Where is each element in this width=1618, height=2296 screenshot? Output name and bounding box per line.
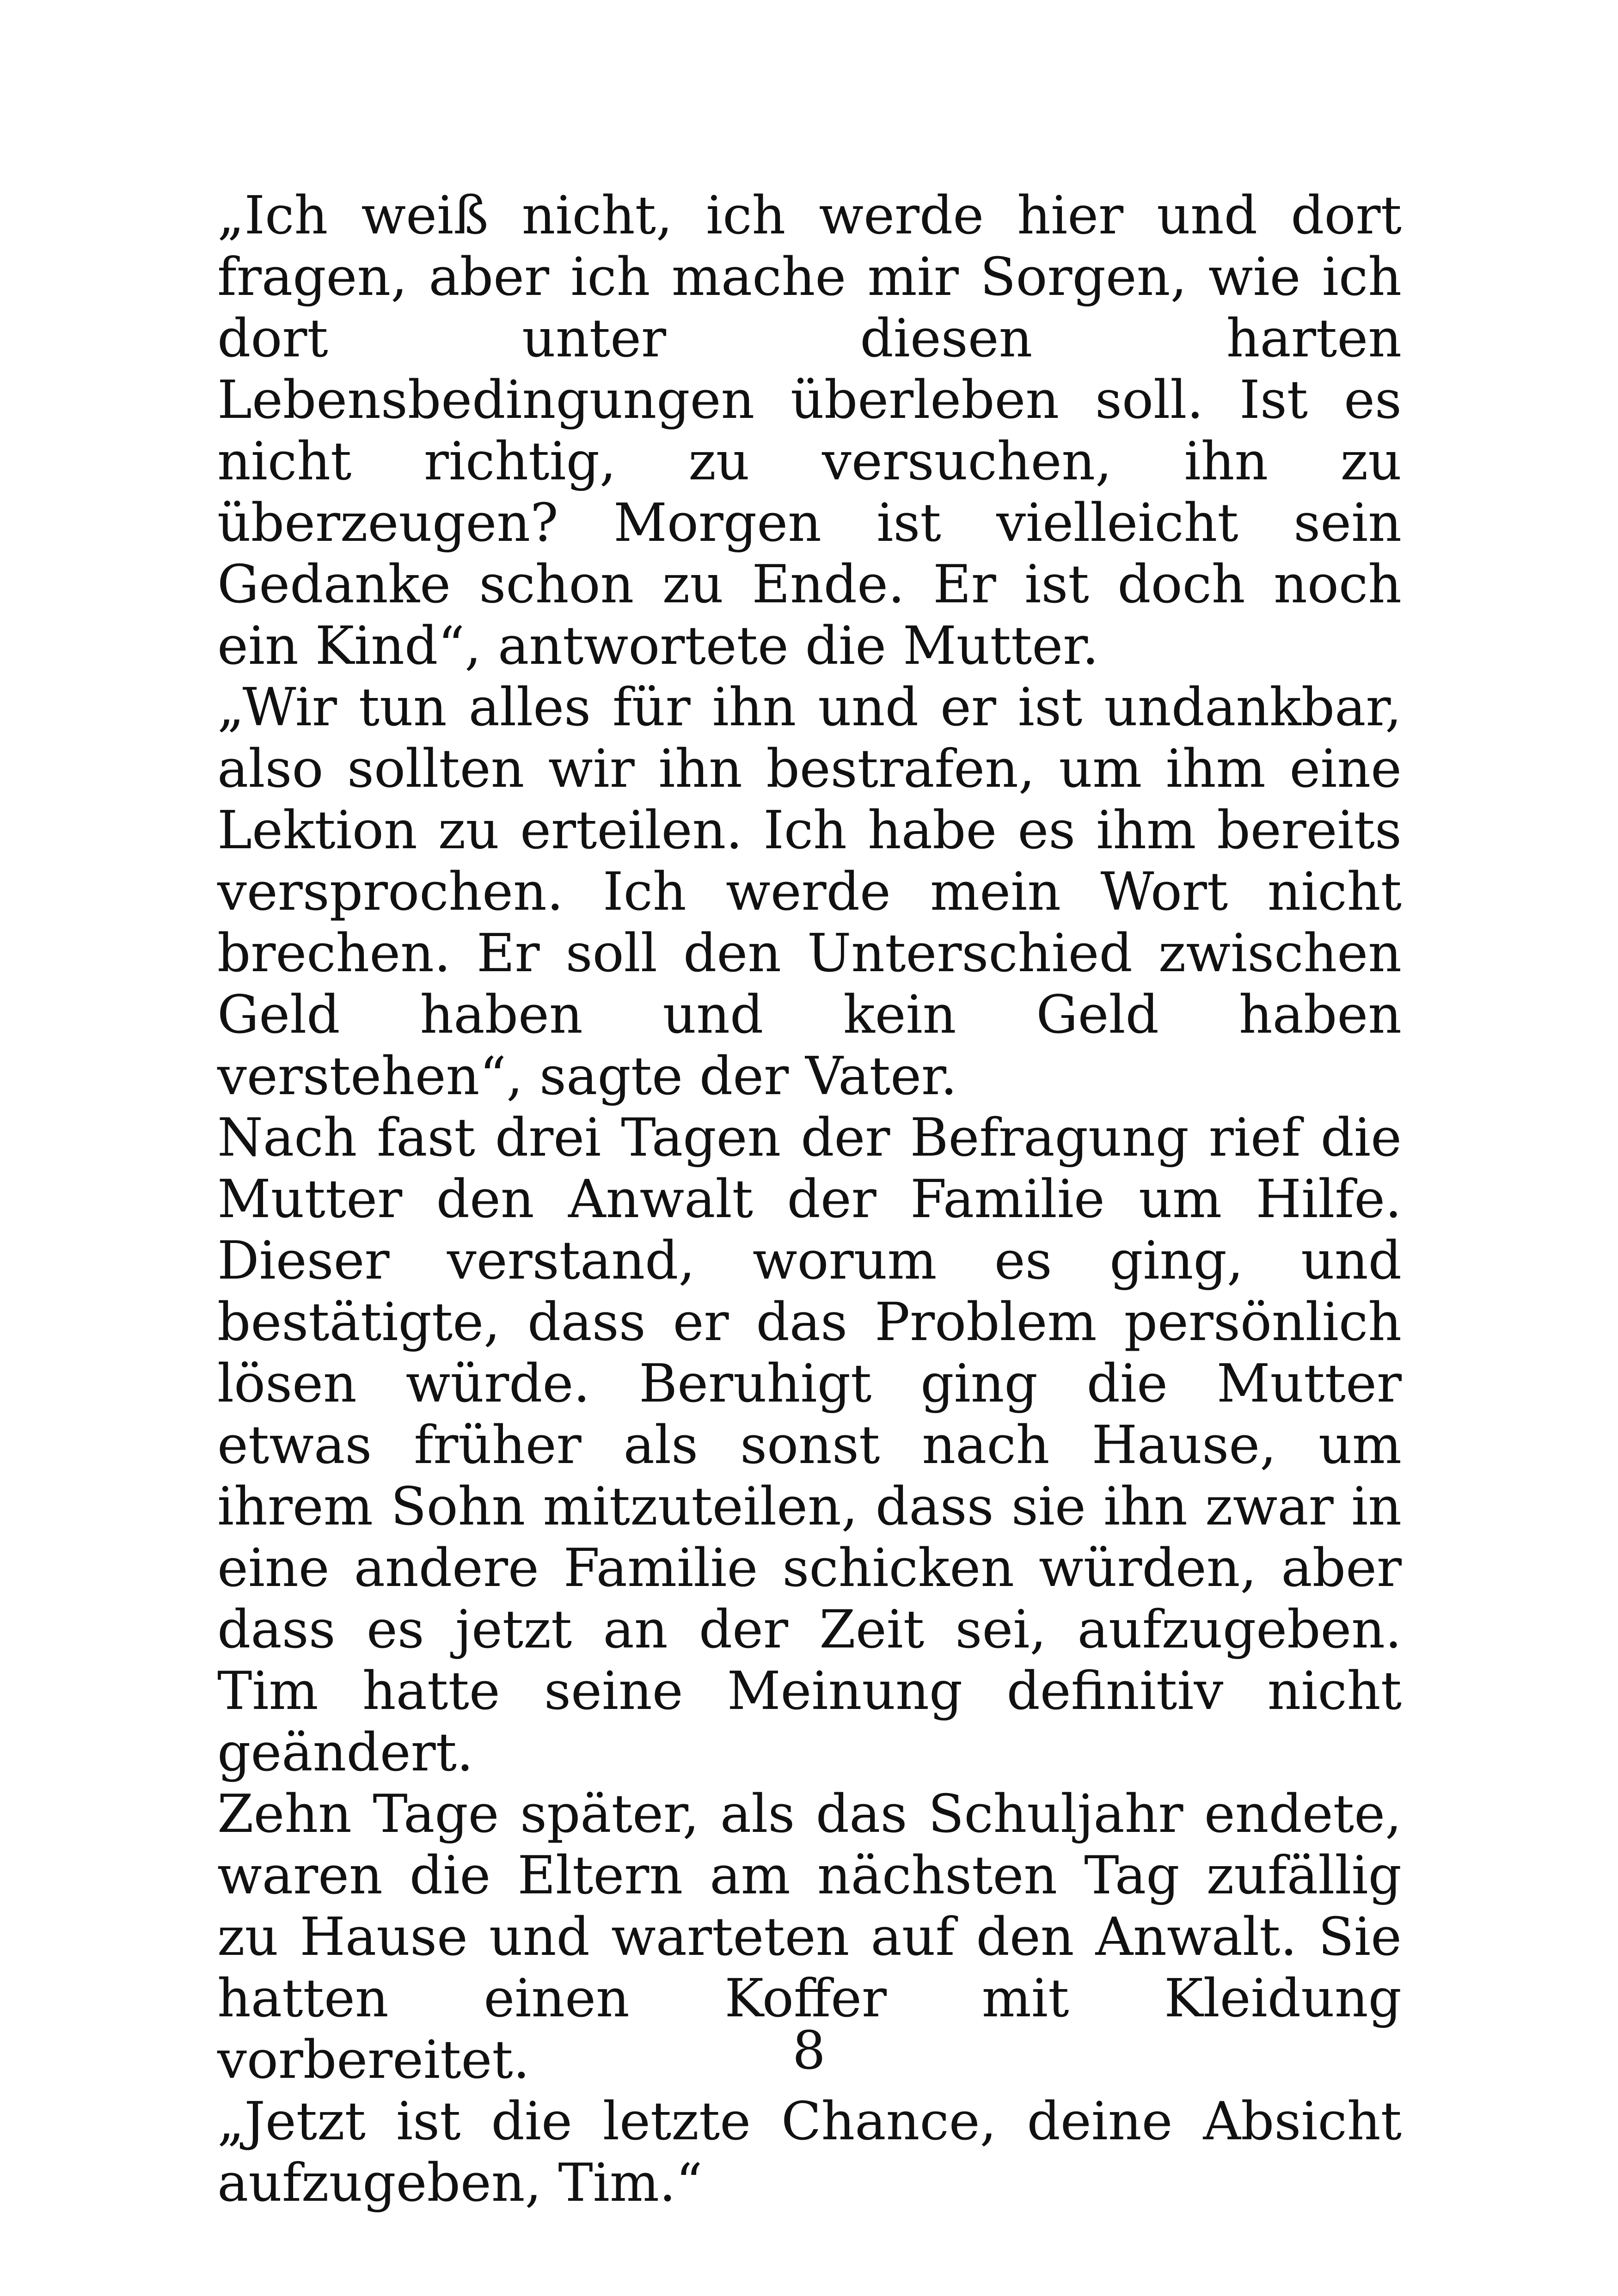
paragraph-last-chance: „Jetzt ist die letzte Chance, deine Absicht aufzugeben, Tim.“ — [217, 2091, 1402, 2213]
paragraph-mother-reply: „Ich weiß nicht, ich werde hier und dort fragen, aber ich mache mir Sorgen, wie ich dort unter diesen harten Lebensbedingungen überleben soll. Ist es nicht richtig, zu versuchen, ihn zu überzeugen? Morgen ist vielleicht sein Gedanke schon zu Ende. Er ist doch noch ein Kind“, antwortete die Mutter. — [217, 185, 1402, 676]
paragraph-lawyer: Nach fast drei Tagen der Befragung rief die Mutter den Anwalt der Familie um Hilfe. Dieser verstand, worum es ging, und bestätigte, dass er das Problem persönlich lösen würde. Beruhigt ging die Mutter etwas früher als sonst nach Hause, um ihrem Sohn mitzuteilen, dass sie ihn zwar in eine andere Familie schicken würden, aber dass es jetzt an der Zeit sei, aufzugeben. Tim hatte seine Meinung definitiv nicht geändert. — [217, 1107, 1402, 1783]
paragraph-ten-days-later: Zehn Tage später, als das Schuljahr endete, waren die Eltern am nächsten Tag zufällig zu Hause und warteten auf den Anwalt. Sie hatten einen Koffer mit Kleidung vorbereitet. — [217, 1783, 1402, 2090]
paragraph-father-reply: „Wir tun alles für ihn und er ist undankbar, also sollten wir ihn bestrafen, um ihm eine Lektion zu erteilen. Ich habe es ihm bereits versprochen. Ich werde mein Wort nicht brechen. Er soll den Unterschied zwischen Geld haben und kein Geld haben verstehen“, sagte der Vater. — [217, 677, 1402, 1107]
page-number: 8 — [792, 2020, 826, 2081]
body-text — [217, 185, 1402, 2214]
